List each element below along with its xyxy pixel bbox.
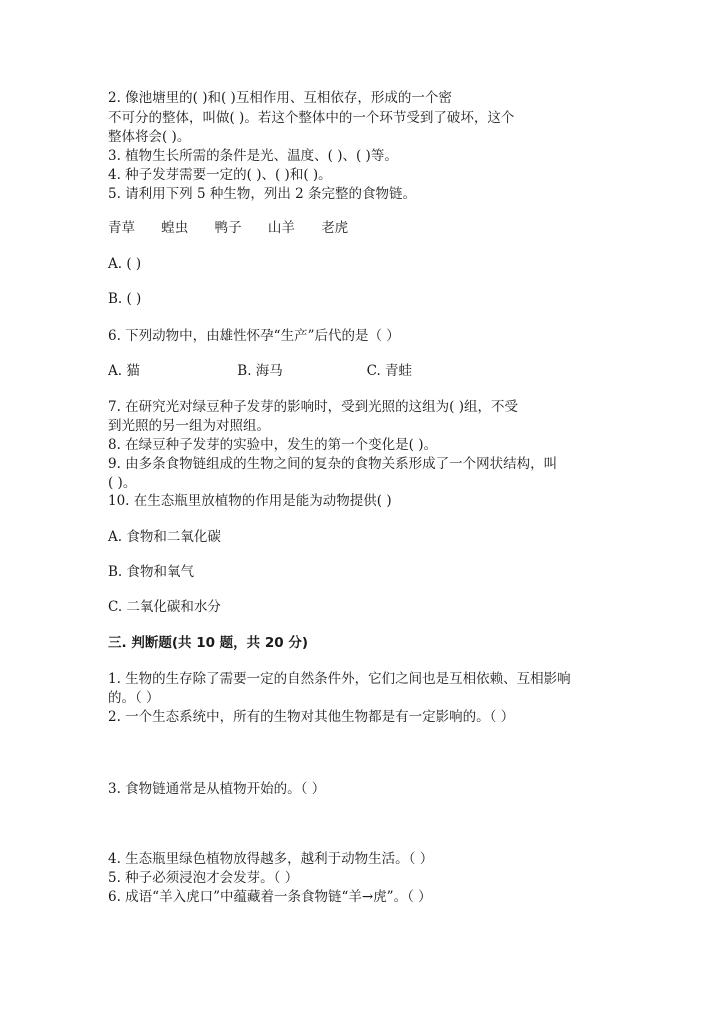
question-2-line-3: 整体将会( )。 (108, 129, 191, 145)
judgment-4: 4. 生态瓶里绿色植物放得越多，越利于动物生活。（ ） (108, 851, 434, 867)
judgment-1-line-2: 的。（ ） (108, 690, 160, 706)
organism-item: 蝗虫 (161, 220, 189, 236)
choice-b: B. 海马 (237, 363, 283, 379)
question-5-answer-b: B. ( ) (108, 291, 142, 307)
question-10: 10. 在生态瓶里放植物的作用是能为动物提供( ) (108, 493, 392, 509)
question-6-choices (108, 361, 618, 381)
question-9-line-2: ( )。 (108, 475, 137, 491)
organism-item: 青草 (108, 220, 135, 236)
question-6: 6. 下列动物中，由雄性怀孕“生产”后代的是（ ） (108, 328, 400, 344)
organism-item: 山羊 (267, 220, 295, 236)
question-10-option-b: B. 食物和氧气 (108, 564, 195, 580)
question-10-option-a: A. 食物和二氧化碳 (108, 529, 221, 545)
question-7-line-2: 到光照的另一组为对照组。 (108, 418, 270, 434)
organism-list (108, 218, 618, 238)
organism-item: 鸭子 (214, 220, 242, 236)
judgment-2: 2. 一个生态系统中，所有的生物对其他生物都是有一定影响的。（ ） (108, 709, 515, 725)
choice-a: A. 猫 (108, 363, 140, 379)
question-2-line-1: 2. 像池塘里的( )和( )互相作用、互相依存，形成的一个密 (108, 90, 452, 106)
choice-c: C. 青蛙 (366, 363, 413, 379)
question-5: 5. 请利用下列 5 种生物，列出 2 条完整的食物链。 (108, 186, 417, 202)
question-2-line-2: 不可分的整体，叫做( )。若这个整体中的一个环节受到了破坏，这个 (108, 110, 515, 126)
question-5-answer-a: A. ( ) (108, 256, 142, 272)
judgment-1-line-1: 1. 生物的生存除了需要一定的自然条件外，它们之间也是互相依赖、互相影响 (108, 671, 571, 687)
judgment-6: 6. 成语“羊入虎口”中蕴藏着一条食物链“羊→虎”。（ ） (108, 889, 432, 905)
question-7-line-1: 7. 在研究光对绿豆种子发芽的影响时，受到光照的这组为( )组，不受 (108, 399, 518, 415)
question-4: 4. 种子发芽需要一定的( )、( )和( )。 (108, 167, 332, 183)
question-9-line-1: 9. 由多条食物链组成的生物之间的复杂的食物关系形成了一个网状结构，叫 (108, 456, 558, 472)
question-10-option-c: C. 二氧化碳和水分 (108, 599, 221, 615)
organism-item: 老虎 (321, 220, 349, 236)
question-3: 3. 植物生长所需的条件是光、温度、( )、( )等。 (108, 148, 398, 164)
section-heading: 三. 判断题(共 10 题，共 20 分) (108, 635, 309, 651)
question-8: 8. 在绿豆种子发芽的实验中，发生的第一个变化是( )。 (108, 437, 437, 453)
judgment-5: 5. 种子必须浸泡才会发芽。（ ） (108, 870, 299, 886)
judgment-3: 3. 食物链通常是从植物开始的。（ ） (108, 781, 326, 797)
